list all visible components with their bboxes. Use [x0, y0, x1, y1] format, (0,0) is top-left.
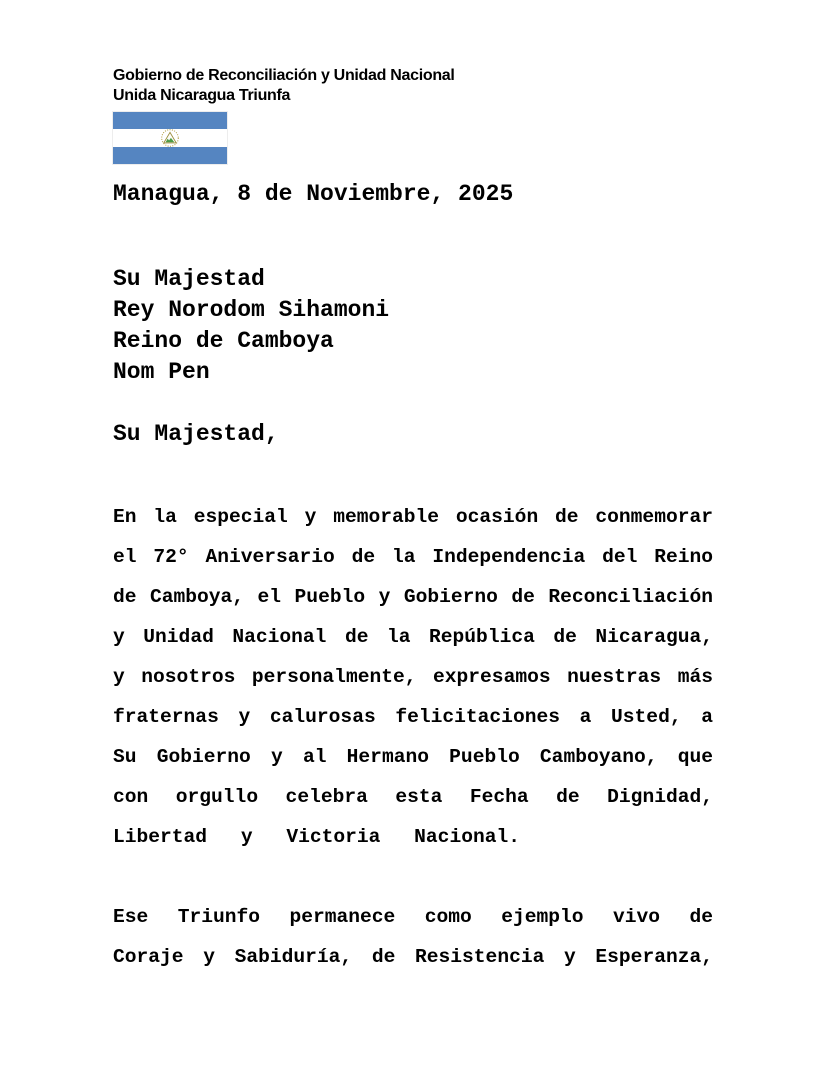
body-line: de Camboya, el Pueblo y Gobierno de Reconciliación: [113, 586, 713, 608]
recipient-title: Su Majestad: [113, 266, 265, 292]
flag-stripe-top: [113, 112, 227, 129]
body-line: el 72° Aniversario de la Independencia del Reino: [113, 546, 713, 568]
body-line: y Unidad Nacional de la República de Nicaragua,: [113, 626, 713, 648]
date-line: Managua, 8 de Noviembre, 2025: [113, 181, 514, 207]
body-paragraph-2: [113, 897, 713, 977]
body-line: con orgullo celebra esta Fecha de Dignidad,: [113, 786, 713, 808]
letterhead-line-1: Gobierno de Reconciliación y Unidad Nacional: [113, 67, 455, 84]
body-line: fraternas y calurosas felicitaciones a Usted, a: [113, 706, 713, 728]
coat-of-arms-icon: [160, 128, 180, 148]
letterhead-line-2: Unida Nicaragua Triunfa: [113, 87, 291, 104]
recipient-city: Nom Pen: [113, 359, 210, 385]
body-line: Su Gobierno y al Hermano Pueblo Camboyano, que: [113, 746, 713, 768]
body-line: Coraje y Sabiduría, de Resistencia y Esperanza,: [113, 946, 713, 968]
flag-stripe-middle: [113, 129, 227, 146]
letterhead: [113, 66, 455, 106]
recipient-country: Reino de Camboya: [113, 328, 334, 354]
body-line: En la especial y memorable ocasión de conmemorar: [113, 506, 713, 528]
body-line: Ese Triunfo permanece como ejemplo vivo de: [113, 906, 713, 928]
recipient-block: [113, 264, 389, 388]
nicaragua-flag-image: [113, 112, 227, 164]
flag-stripe-bottom: [113, 147, 227, 164]
body-line: y nosotros personalmente, expresamos nuestras más: [113, 666, 713, 688]
recipient-name: Rey Norodom Sihamoni: [113, 297, 390, 323]
body-line: Libertad y Victoria Nacional.: [113, 826, 520, 848]
salutation: Su Majestad,: [113, 421, 279, 447]
body-paragraph-1: [113, 497, 713, 857]
